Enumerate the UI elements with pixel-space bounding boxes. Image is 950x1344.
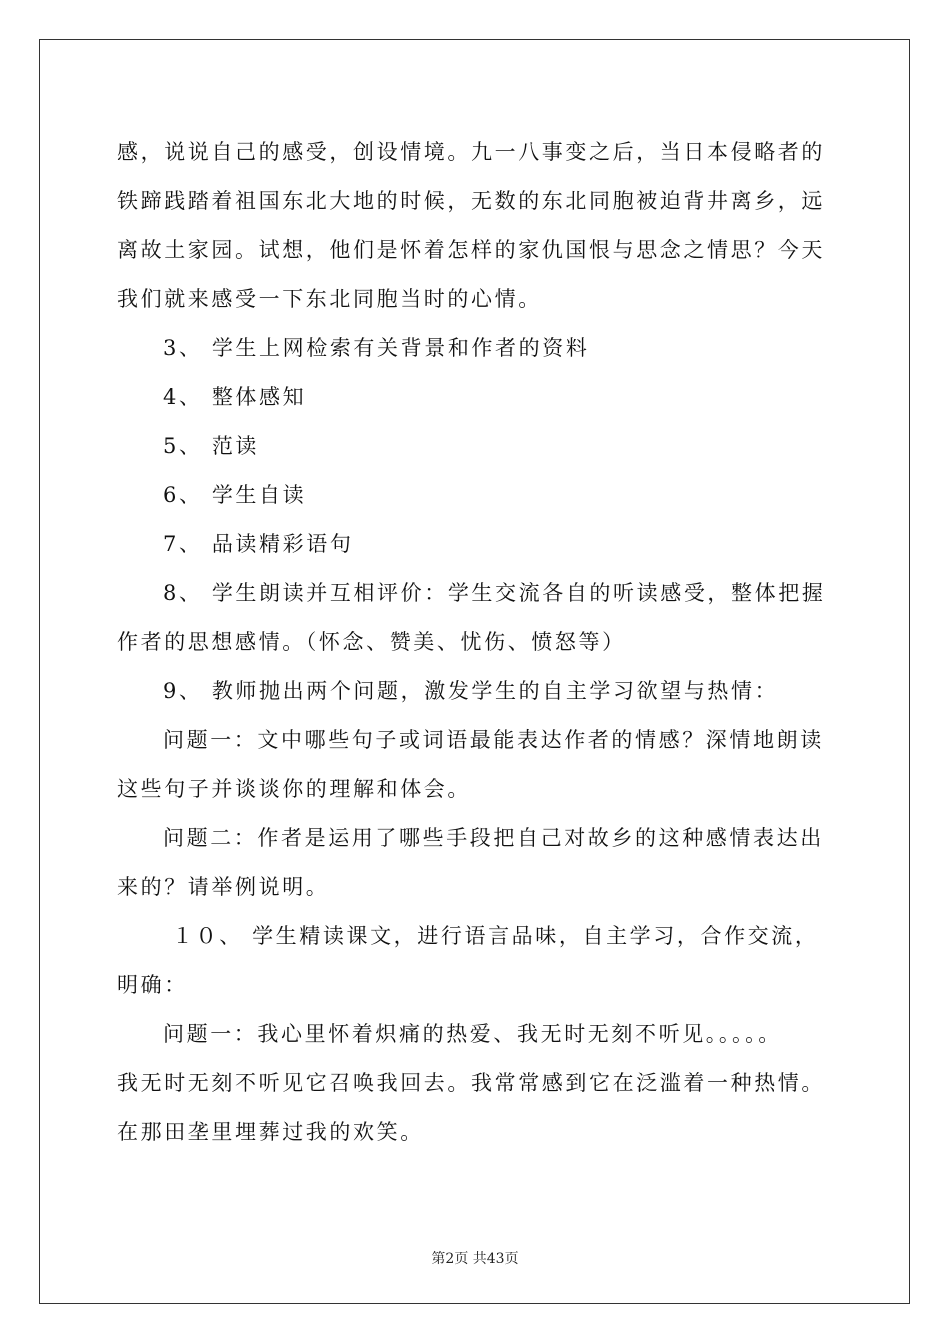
paragraph-line: 作者的思想感情。（怀念、赞美、忧伤、愤怒等） [117,630,626,654]
list-item-4: 4、 整体感知 [163,385,307,409]
list-item-7: 7、 品读精彩语句 [163,532,354,556]
paragraph-line: 这些句子并谈谈你的理解和体会。 [117,777,471,801]
list-item-8: 8、 学生朗读并互相评价：学生交流各自的听读感受，整体把握 [163,581,826,605]
list-item-10: １０、 学生精读课文，进行语言品味，自主学习，合作交流， [172,924,819,948]
list-item-3: 3、 学生上网检索有关背景和作者的资料 [163,336,590,360]
list-item-5: 5、 范读 [163,434,260,458]
paragraph-line: 感，说说自己的感受，创设情境。九一八事变之后，当日本侵略者的 [117,140,825,164]
paragraph-line: 铁蹄践踏着祖国东北大地的时候，无数的东北同胞被迫背井离乡，远 [117,189,825,213]
answer-one: 问题一：我心里怀着炽痛的热爱、我无时无刻不听见。。。。。 [163,1022,782,1046]
question-two: 问题二：作者是运用了哪些手段把自己对故乡的这种感情表达出 [163,826,824,850]
paragraph-line: 离故土家园。试想，他们是怀着怎样的家仇国恨与思念之情思？今天 [117,238,825,262]
paragraph-line: 明确： [117,973,188,997]
list-item-6: 6、 学生自读 [163,483,307,507]
paragraph-line: 在那田垄里埋葬过我的欢笑。 [117,1120,424,1144]
list-item-9: 9、 教师抛出两个问题，激发学生的自主学习欲望与热情： [163,679,779,703]
page-number-footer: 第2页 共43页 [431,1251,519,1267]
document-body [117,128,833,1157]
paragraph-line: 我们就来感受一下东北同胞当时的心情。 [117,287,542,311]
question-one: 问题一：文中哪些句子或词语最能表达作者的情感？深情地朗读 [163,728,824,752]
paragraph-line: 来的？请举例说明。 [117,875,330,899]
paragraph-line: 我无时无刻不听见它召唤我回去。我常常感到它在泛滥着一种热情。 [117,1071,825,1095]
